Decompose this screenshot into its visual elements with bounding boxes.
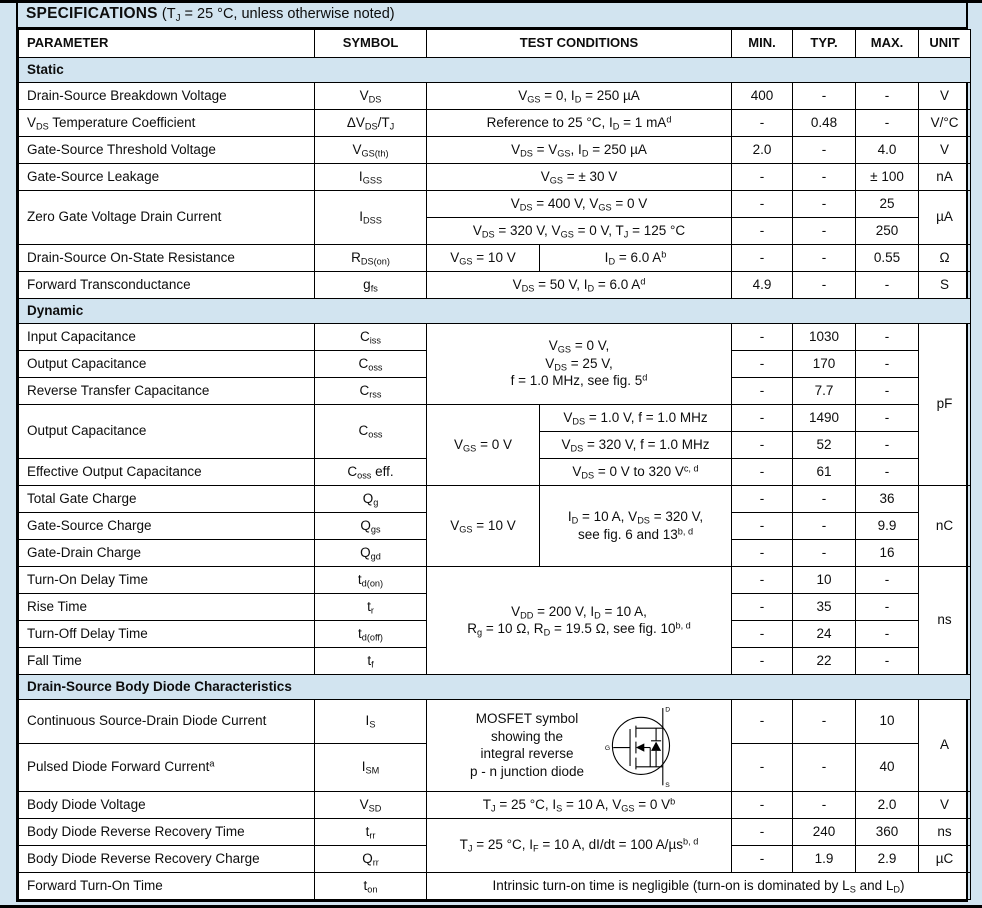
cell-symbol: $C_{oss}$ [315, 350, 427, 377]
cell-parameter: Input Capacitance [19, 323, 315, 350]
cell-parameter: Drain-Source On-State Resistance [19, 244, 315, 271]
cell-max: 250 [856, 217, 919, 244]
cell-condition: $T_J = 25$ °C, $I_F = 10$ A, dI/dt = 100 A/µs$^{b, d}$ [427, 818, 732, 872]
header-parameter: PARAMETER [19, 29, 315, 57]
cell-parameter: Reverse Transfer Capacitance [19, 377, 315, 404]
cell-max: - [856, 323, 919, 350]
cell-parameter: Forward Turn-On Time [19, 872, 315, 899]
cell-symbol: $Q_{gs}$ [315, 512, 427, 539]
header-conditions: TEST CONDITIONS [427, 29, 732, 57]
cell-symbol: $I_{SM}$ [315, 743, 427, 791]
spec-sheet [16, 3, 968, 902]
cell-min: - [732, 377, 793, 404]
cell-symbol: $C_{oss}$ [315, 404, 427, 458]
cell-parameter: Output Capacitance [19, 350, 315, 377]
cell-max: 16 [856, 539, 919, 566]
cell-parameter: Gate-Drain Charge [19, 539, 315, 566]
cell-min: - [732, 217, 793, 244]
cell-typ: - [793, 217, 856, 244]
cell-max: 2.0 [856, 791, 919, 818]
cell-typ: - [793, 82, 856, 109]
cell-typ: 170 [793, 350, 856, 377]
cell-condition: $V_{GS} = 0$ V [427, 404, 540, 485]
spec-table [18, 29, 971, 900]
table-row [19, 163, 971, 190]
mosfet-source-label: S [665, 782, 670, 790]
cell-min: 2.0 [732, 136, 793, 163]
cell-min: - [732, 244, 793, 271]
cell-unit: µA [919, 190, 971, 244]
table-row [19, 818, 971, 845]
cell-max: - [856, 377, 919, 404]
cell-min: - [732, 743, 793, 791]
cell-parameter: Pulsed Diode Forward Current$^a$ [19, 743, 315, 791]
cell-max: 2.9 [856, 845, 919, 872]
cell-min: - [732, 190, 793, 217]
cell-parameter: Gate-Source Threshold Voltage [19, 136, 315, 163]
section-row [19, 674, 971, 699]
cell-parameter: Zero Gate Voltage Drain Current [19, 190, 315, 244]
cell-max: 10 [856, 699, 919, 743]
cell-unit: ns [919, 566, 971, 674]
cell-symbol: $C_{rss}$ [315, 377, 427, 404]
cell-parameter: Body Diode Reverse Recovery Charge [19, 845, 315, 872]
table-row [19, 323, 971, 350]
cell-symbol: $g_{fs}$ [315, 271, 427, 298]
cell-parameter: Gate-Source Charge [19, 512, 315, 539]
cell-condition: $V_{DS} = 50$ V, $I_D = 6.0$ $A^d$ [427, 271, 732, 298]
header-max: MAX. [856, 29, 919, 57]
cell-typ: - [793, 791, 856, 818]
cell-condition: $V_{GS} = 10$ V [427, 244, 540, 271]
table-row [19, 485, 971, 512]
cell-max: - [856, 350, 919, 377]
cell-max: - [856, 82, 919, 109]
cell-condition: $V_{DS} = 1.0$ V, f = 1.0 MHz [540, 404, 732, 431]
cell-condition: $V_{DS} = 320$ V, $V_{GS} = 0$ V, $T_J = 125$ °C [427, 217, 732, 244]
cell-max: 360 [856, 818, 919, 845]
cell-unit: µC [919, 845, 971, 872]
cell-max: - [856, 593, 919, 620]
bottom-rule [0, 905, 982, 908]
column-header-row [19, 29, 971, 57]
cell-condition: $T_J = 25$ °C, $I_S = 10$ A, $V_{GS} = 0$ $V^b$ [427, 791, 732, 818]
header-min: MIN. [732, 29, 793, 57]
cell-symbol: $V_{GS(th)}$ [315, 136, 427, 163]
cell-max: ± 100 [856, 163, 919, 190]
cell-parameter: Turn-Off Delay Time [19, 620, 315, 647]
cell-condition: $V_{GS} = 0$ V, $V_{DS} = 25$ V, f = 1.0 MHz, see fig. 5$^d$ [427, 323, 732, 404]
cell-parameter: Rise Time [19, 593, 315, 620]
cell-typ: 52 [793, 431, 856, 458]
cell-typ: - [793, 699, 856, 743]
cell-max: 0.55 [856, 244, 919, 271]
cell-min: - [732, 431, 793, 458]
cell-symbol: $Q_{gd}$ [315, 539, 427, 566]
cell-unit: nC [919, 485, 971, 566]
cell-max: - [856, 109, 919, 136]
cell-min: - [732, 163, 793, 190]
cell-unit: S [919, 271, 971, 298]
table-row [19, 404, 971, 431]
table-row [19, 566, 971, 593]
cell-typ: - [793, 485, 856, 512]
cell-typ: - [793, 539, 856, 566]
cell-condition: $V_{DS} = V_{GS}$, $I_D = 250$ µA [427, 136, 732, 163]
cell-condition: $V_{GS} = 0$, $I_D = 250$ µA [427, 82, 732, 109]
cell-parameter: Body Diode Reverse Recovery Time [19, 818, 315, 845]
mosfet-gate-label: G [604, 745, 611, 753]
cell-min: - [732, 818, 793, 845]
cell-condition: $V_{DS} = 0$ V to 320 V$^{c, d}$ [540, 458, 732, 485]
cell-condition: $V_{GS}$ = ± 30 V [427, 163, 732, 190]
cell-condition: $V_{GS} = 10$ V [427, 485, 540, 566]
cell-max: 9.9 [856, 512, 919, 539]
cell-condition: $I_D = 10$ A, $V_{DS} = 320$ V, see fig. 6 and 13$^{b, d}$ [540, 485, 732, 566]
cell-symbol: $I_{DSS}$ [315, 190, 427, 244]
cell-min: - [732, 699, 793, 743]
section-row [19, 57, 971, 82]
cell-symbol: $V_{SD}$ [315, 791, 427, 818]
cell-parameter: Fall Time [19, 647, 315, 674]
cell-parameter: $V_{DS}$ Temperature Coefficient [19, 109, 315, 136]
cell-symbol: $t_{d(on)}$ [315, 566, 427, 593]
cell-typ: 1490 [793, 404, 856, 431]
cell-typ: 35 [793, 593, 856, 620]
cell-min: - [732, 593, 793, 620]
cell-symbol: $\Delta V_{DS}/T_J$ [315, 109, 427, 136]
cell-typ: 22 [793, 647, 856, 674]
cell-parameter: Total Gate Charge [19, 485, 315, 512]
cell-parameter: Gate-Source Leakage [19, 163, 315, 190]
table-row [19, 82, 971, 109]
cell-min: - [732, 845, 793, 872]
cell-unit: V/°C [919, 109, 971, 136]
cell-condition: Reference to 25 °C, $I_D = 1$ $mA^d$ [427, 109, 732, 136]
header-unit: UNIT [919, 29, 971, 57]
mosfet-drain-label: D [665, 706, 671, 714]
cell-max: 40 [856, 743, 919, 791]
cell-symbol: $Q_g$ [315, 485, 427, 512]
cell-min: 400 [732, 82, 793, 109]
cell-min: - [732, 512, 793, 539]
cell-condition: $V_{DD} = 200$ V, $I_D = 10$ A, $R_g = 10$ Ω, $R_D = 19.5$ Ω, see fig. 10$^{b, d}$ [427, 566, 732, 674]
cell-max: - [856, 458, 919, 485]
cell-typ: - [793, 244, 856, 271]
cell-max: - [856, 647, 919, 674]
section-header: Drain-Source Body Diode Characteristics [19, 674, 971, 699]
cell-symbol: $C_{oss}$ eff. [315, 458, 427, 485]
cell-max: 25 [856, 190, 919, 217]
cell-symbol: $t_{d(off)}$ [315, 620, 427, 647]
cell-typ: - [793, 271, 856, 298]
cell-symbol: $I_{GSS}$ [315, 163, 427, 190]
table-row [19, 271, 971, 298]
cell-min: - [732, 620, 793, 647]
cell-min: - [732, 566, 793, 593]
cell-typ: 61 [793, 458, 856, 485]
cell-parameter: Drain-Source Breakdown Voltage [19, 82, 315, 109]
section-header: Dynamic [19, 298, 971, 323]
cell-unit: V [919, 136, 971, 163]
title-note: ($T_J = 25$ °C, unless otherwise noted) [161, 6, 395, 24]
cell-unit: nA [919, 163, 971, 190]
cell-unit: A [919, 699, 971, 791]
cell-min: - [732, 350, 793, 377]
cell-typ: 24 [793, 620, 856, 647]
cell-typ: - [793, 512, 856, 539]
cell-unit: Ω [919, 244, 971, 271]
cell-symbol: $R_{DS(on)}$ [315, 244, 427, 271]
cell-min: - [732, 458, 793, 485]
cell-unit: pF [919, 323, 971, 485]
table-row [19, 109, 971, 136]
cell-unit: ns [919, 818, 971, 845]
cell-parameter: Forward Transconductance [19, 271, 315, 298]
cell-max: - [856, 431, 919, 458]
cell-unit: V [919, 82, 971, 109]
cell-max: - [856, 566, 919, 593]
table-row [19, 699, 971, 743]
cell-typ: 10 [793, 566, 856, 593]
header-symbol: SYMBOL [315, 29, 427, 57]
section-header: Static [19, 57, 971, 82]
cell-typ: 1.9 [793, 845, 856, 872]
cell-symbol: $t_f$ [315, 647, 427, 674]
cell-max: - [856, 620, 919, 647]
cell-min: - [732, 791, 793, 818]
cell-condition [427, 699, 732, 791]
table-row [19, 190, 971, 217]
section-row [19, 298, 971, 323]
mosfet-symbol-icon [604, 701, 688, 789]
cell-symbol: $Q_{rr}$ [315, 845, 427, 872]
mosfet-caption: MOSFET symbol showing the integral reverse p - n junction diode [469, 711, 585, 779]
table-row [19, 791, 971, 818]
cell-typ: 7.7 [793, 377, 856, 404]
header-typ: TYP. [793, 29, 856, 57]
cell-min: - [732, 109, 793, 136]
cell-max: 4.0 [856, 136, 919, 163]
mosfet-condition [432, 701, 726, 789]
spec-table-body [19, 57, 971, 899]
cell-max: 36 [856, 485, 919, 512]
cell-symbol: $I_S$ [315, 699, 427, 743]
cell-typ: - [793, 190, 856, 217]
cell-symbol: $t_{on}$ [315, 872, 427, 899]
cell-typ: 240 [793, 818, 856, 845]
cell-min: - [732, 323, 793, 350]
cell-min: 4.9 [732, 271, 793, 298]
cell-max: - [856, 404, 919, 431]
table-row [19, 244, 971, 271]
table-row [19, 872, 971, 899]
title-main: SPECIFICATIONS [26, 5, 158, 22]
cell-condition: $V_{DS} = 400$ V, $V_{GS} = 0$ V [427, 190, 732, 217]
cell-min: - [732, 539, 793, 566]
cell-typ: - [793, 136, 856, 163]
page-title [18, 3, 966, 29]
cell-parameter: Effective Output Capacitance [19, 458, 315, 485]
cell-unit: V [919, 791, 971, 818]
cell-min: - [732, 404, 793, 431]
cell-parameter: Body Diode Voltage [19, 791, 315, 818]
cell-typ: - [793, 743, 856, 791]
cell-symbol: $C_{iss}$ [315, 323, 427, 350]
cell-min: - [732, 647, 793, 674]
cell-typ: 0.48 [793, 109, 856, 136]
cell-condition: $I_D = 6.0$ $A^b$ [540, 244, 732, 271]
cell-parameter: Turn-On Delay Time [19, 566, 315, 593]
cell-parameter: Output Capacitance [19, 404, 315, 458]
cell-typ: 1030 [793, 323, 856, 350]
cell-condition: $V_{DS} = 320$ V, f = 1.0 MHz [540, 431, 732, 458]
cell-symbol: $t_r$ [315, 593, 427, 620]
cell-symbol: $V_{DS}$ [315, 82, 427, 109]
table-row [19, 136, 971, 163]
cell-typ: - [793, 163, 856, 190]
cell-symbol: $t_{rr}$ [315, 818, 427, 845]
cell-condition: Intrinsic turn-on time is negligible (turn-on is dominated by $L_S$ and $L_D$) [427, 872, 971, 899]
cell-min: - [732, 485, 793, 512]
cell-max: - [856, 271, 919, 298]
cell-parameter: Continuous Source-Drain Diode Current [19, 699, 315, 743]
